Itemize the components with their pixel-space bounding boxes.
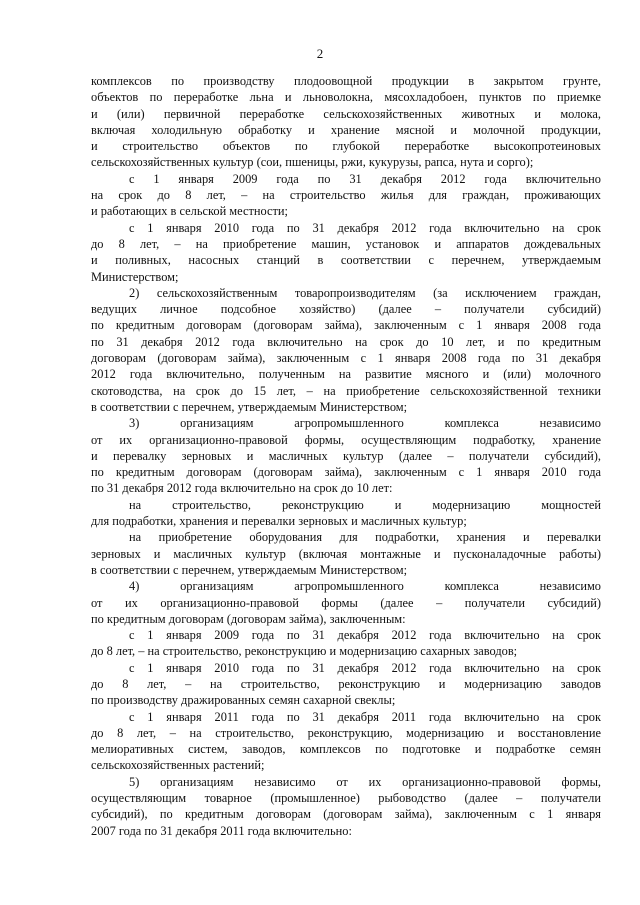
text-line: на строительство, реконструкцию и модернизацию мощностей (129, 497, 601, 512)
text-line: 5) организациям независимо от их организационно-правовой формы, (129, 774, 601, 789)
text-line: ведущих личное подсобное хозяйство) (далее – получатели субсидий) (91, 302, 601, 317)
text-line: и (или) первичной переработке сельскохозяйственных животных и молока, (91, 106, 601, 121)
text-line: комплексов по производству плодоовощной продукции в закрытом грунте, (91, 74, 601, 88)
text-line: субсидий), по кредитным договорам (договорам займа), заключенным с 1 января (91, 807, 601, 822)
text-line: и поливных, насосных станций в соответствии с перечнем, утверждаемым (91, 253, 601, 268)
text-line: от их организационно-правовой формы (далее – получатели субсидий) (91, 595, 601, 610)
text-line: в соответствии с перечнем, утверждаемым Министерством; (91, 562, 408, 577)
text-line: сельскохозяйственных растений; (91, 758, 265, 773)
text-line: до 8 лет, – на приобретение машин, установок и аппаратов дождевальных (91, 236, 601, 251)
text-line: в соответствии с перечнем, утверждаемым Министерством; (91, 399, 408, 414)
text-line: и строительство объектов по глубокой переработке высокопротеиновых (91, 139, 601, 154)
text-line: и работающих в сельской местности; (91, 204, 288, 219)
text-line: для подработки, хранения и перевалки зерновых и масличных культур; (91, 514, 467, 529)
text-line: на приобретение оборудования для подработки, хранения и перевалки (129, 530, 601, 545)
text-line: на срок до 8 лет, – на строительство жилья для граждан, проживающих (91, 188, 601, 203)
text-line: с 1 января 2009 года по 31 декабря 2012 года включительно (129, 171, 601, 186)
text-line: по 31 декабря 2012 года включительно на срок до 10 лет: (91, 481, 393, 496)
text-line: по кредитным договорам (договорам займа), заключенным с 1 января 2010 года (91, 465, 601, 480)
document-body (91, 73, 601, 839)
text-line: зерновых и масличных культур (включая монтажные и пусконаладочные работы) (91, 546, 601, 561)
text-line: 3) организациям агропромышленного комплекса независимо (129, 416, 601, 431)
text-line: до 8 лет, – на строительство, реконструкцию и модернизацию сахарных заводов; (91, 644, 518, 659)
text-line: с 1 января 2011 года по 31 декабря 2011 года включительно на срок (129, 709, 601, 724)
text-line: от их организационно-правовой формы, осуществляющим подработку, хранение (91, 432, 601, 447)
text-line: договорам (договорам займа), заключенным с 1 января 2008 года по 31 декабря (91, 351, 601, 366)
text-line: сельскохозяйственных культур (сои, пшеницы, ржи, кукурузы, рапса, нута и сорго); (91, 155, 534, 170)
text-line: осуществляющим товарное (промышленное) рыбоводство (далее – получатели (91, 791, 601, 806)
text-line: по кредитным договорам (договорам займа), заключенным с 1 января 2008 года (91, 318, 601, 333)
text-line: Министерством; (91, 269, 179, 284)
text-line: мелиоративных систем, заводов, комплексов по подготовке и подработке семян (91, 742, 601, 757)
text-line: 2012 года включительно, полученным на развитие мясного и (или) молочного (91, 367, 601, 382)
text-line: объектов по переработке льна и льноволокна, мясохладобоен, пунктов по приемке (91, 90, 601, 105)
text-line: скотоводства, на срок до 15 лет, – на приобретение сельскохозяйственной техники (91, 383, 601, 398)
page-number: 2 (316, 46, 324, 61)
text-line: с 1 января 2010 года по 31 декабря 2012 года включительно на срок (129, 660, 601, 675)
text-line: до 8 лет, – на строительство, реконструкцию, модернизацию и восстановление (91, 725, 601, 740)
text-line: 4) организациям агропромышленного комплекса независимо (129, 579, 601, 594)
text-line: и перевалку зерновых и масличных культур (далее – получатели субсидий), (91, 448, 601, 463)
text-line: по кредитным договорам (договорам займа), заключенным: (91, 611, 406, 626)
text-line: по производству дражированных семян сахарной свеклы; (91, 693, 396, 708)
text-line: 2) сельскохозяйственным товаропроизводителям (за исключением граждан, (129, 285, 601, 300)
text-line: по 31 декабря 2012 года включительно на срок до 10 лет, и по кредитным (91, 334, 601, 349)
text-line: 2007 года по 31 декабря 2011 года включительно: (91, 823, 352, 838)
text-line: до 8 лет, – на строительство, реконструкцию и модернизацию заводов (91, 676, 601, 691)
text-line: с 1 января 2010 года по 31 декабря 2012 года включительно на срок (129, 220, 601, 235)
text-line: с 1 января 2009 года по 31 декабря 2012 года включительно на срок (129, 628, 601, 643)
text-line: включая холодильную обработку и хранение мясной и молочной продукции, (91, 122, 601, 137)
